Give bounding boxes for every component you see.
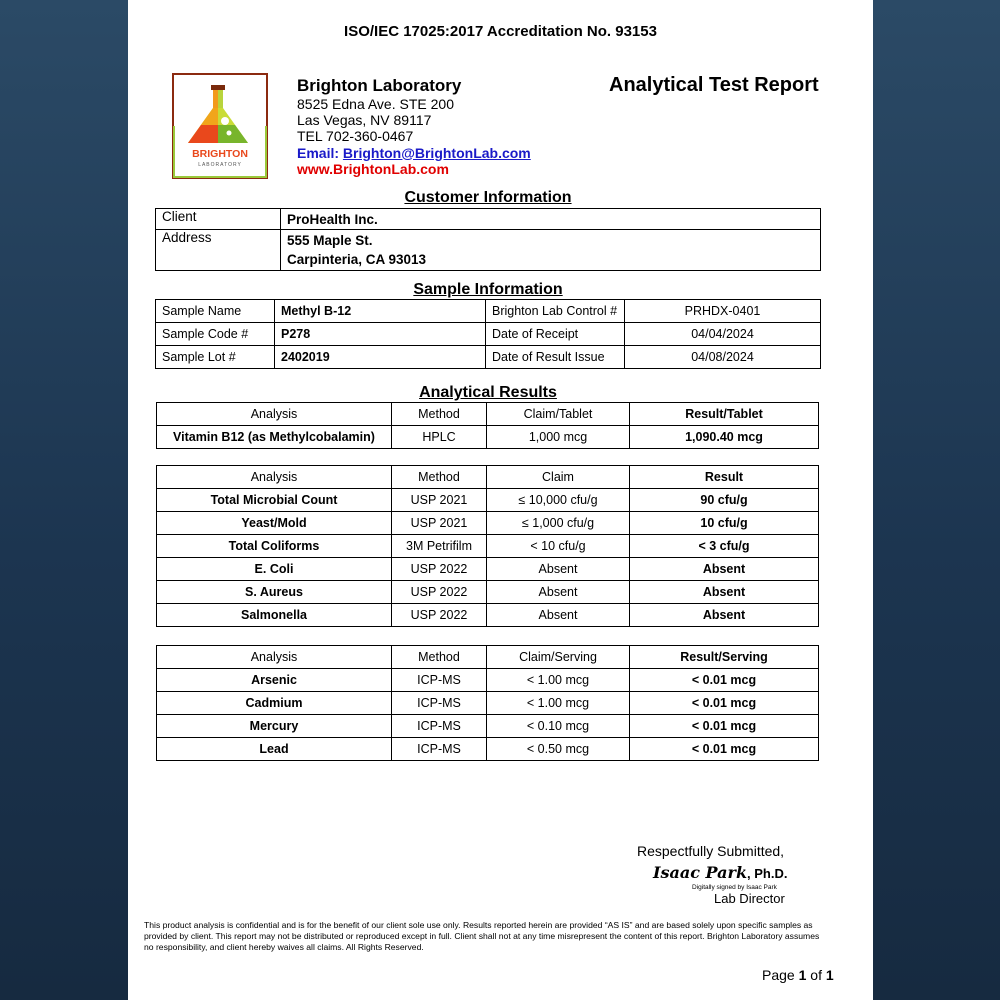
customer-info-table (155, 208, 821, 271)
cell: < 3 cfu/g (630, 535, 819, 558)
table-row (157, 715, 819, 738)
cell: P278 (275, 323, 486, 346)
signatory-line (653, 863, 787, 882)
cell: USP 2021 (392, 512, 487, 535)
analytical-results-heading: Analytical Results (419, 384, 557, 401)
microbial-results-table (156, 465, 819, 627)
table-row (156, 346, 821, 369)
table-row (156, 209, 821, 230)
signature-block (637, 843, 787, 906)
report-title: Analytical Test Report (609, 74, 819, 96)
page-total: 1 (825, 967, 834, 983)
table-row (157, 604, 819, 627)
cell: Absent (487, 604, 630, 627)
cell: Lead (157, 738, 392, 761)
cell: Total Microbial Count (157, 489, 392, 512)
column-header: Result/Tablet (630, 403, 819, 426)
email-link[interactable]: Brighton@BrightonLab.com (342, 144, 531, 161)
cell: Methyl B-12 (275, 300, 486, 323)
column-header: Claim/Serving (487, 646, 630, 669)
client-value: ProHealth Inc. (281, 209, 821, 230)
cell: < 10 cfu/g (487, 535, 630, 558)
cell: USP 2022 (392, 581, 487, 604)
cell: < 0.50 mcg (487, 738, 630, 761)
table-row (157, 426, 819, 449)
column-header: Analysis (157, 403, 392, 426)
cell: HPLC (392, 426, 487, 449)
table-row (157, 738, 819, 761)
column-header: Result/Serving (630, 646, 819, 669)
cell: Sample Name (156, 300, 275, 323)
lab-phone: TEL 702-360-0467 (297, 128, 414, 145)
column-header: Claim (487, 466, 630, 489)
page-of: of (806, 967, 826, 983)
cell: 90 cfu/g (630, 489, 819, 512)
cell: S. Aureus (157, 581, 392, 604)
handwritten-signature: Isaac Park (653, 863, 748, 882)
cell: Absent (630, 581, 819, 604)
cell: Vitamin B12 (as Methylcobalamin) (157, 426, 392, 449)
table-row (156, 230, 821, 271)
customer-info-heading: Customer Information (404, 189, 572, 206)
cell: < 0.01 mcg (630, 669, 819, 692)
submitted-text: Respectfully Submitted, (637, 843, 785, 859)
logo-subtext: LABORATORY (198, 162, 242, 168)
cell: 1,090.40 mcg (630, 426, 819, 449)
lab-name: Brighton Laboratory (297, 76, 462, 95)
cell: < 1.00 mcg (487, 692, 630, 715)
cell: Absent (630, 604, 819, 627)
cell: Absent (487, 581, 630, 604)
table-row (157, 669, 819, 692)
cell: 04/08/2024 (625, 346, 821, 369)
cell: < 1.00 mcg (487, 669, 630, 692)
lab-website-link[interactable]: www.BrightonLab.com (297, 160, 449, 177)
page-number (762, 967, 834, 983)
column-header: Result (630, 466, 819, 489)
cell: 1,000 mcg (487, 426, 630, 449)
table-row (157, 581, 819, 604)
cell: Total Coliforms (157, 535, 392, 558)
potency-results-table (156, 402, 819, 449)
address-value (281, 230, 821, 271)
cell: < 0.10 mcg (487, 715, 630, 738)
table-row (157, 692, 819, 715)
address-label: Address (156, 230, 281, 271)
table-row (156, 300, 821, 323)
lab-contact-block (297, 76, 531, 177)
cell: Arsenic (157, 669, 392, 692)
page-current: 1 (798, 967, 807, 983)
cell: ICP-MS (392, 692, 487, 715)
column-header: Claim/Tablet (487, 403, 630, 426)
cell: E. Coli (157, 558, 392, 581)
column-header: Method (392, 403, 487, 426)
table-row (157, 535, 819, 558)
cell: ICP-MS (392, 715, 487, 738)
table-header-row (157, 403, 819, 426)
cell: 2402019 (275, 346, 486, 369)
logo-wordmark: BRIGHTON (192, 148, 248, 160)
digital-signature-note: Digitally signed by Isaac Park (692, 884, 777, 891)
sample-info-heading: Sample Information (413, 281, 563, 298)
sample-info-table (155, 299, 821, 369)
brighton-logo (172, 73, 268, 179)
report-page (128, 0, 873, 1000)
client-label: Client (156, 209, 281, 230)
cell: USP 2022 (392, 558, 487, 581)
email-label: Email: (297, 144, 343, 161)
cell: ICP-MS (392, 669, 487, 692)
cell: ≤ 1,000 cfu/g (487, 512, 630, 535)
credential: , Ph.D. (747, 866, 788, 881)
signatory-role: Lab Director (714, 891, 785, 906)
cell: Mercury (157, 715, 392, 738)
accreditation-header: ISO/IEC 17025:2017 Accreditation No. 93153 (344, 23, 657, 40)
heavy-metals-results-table (156, 645, 819, 761)
table-header-row (157, 646, 819, 669)
cell: < 0.01 mcg (630, 715, 819, 738)
cell: PRHDX-0401 (625, 300, 821, 323)
cell: 10 cfu/g (630, 512, 819, 535)
column-header: Method (392, 646, 487, 669)
cell: Sample Code # (156, 323, 275, 346)
disclaimer-text: This product analysis is confidential and is for the benefit of our client sole use only. Results reported herein are provided “AS IS” and are based solely upon specific samples as provided by client. This report may not be distributed or reproduced except in full. Client shall not at any time misrepresent the content of this report. Brighton Laboratory assumes no responsibility, and client hereby waives all claims. All Rights Reserved. (144, 920, 820, 952)
table-row (157, 512, 819, 535)
address-line1: 555 Maple St. (287, 233, 373, 248)
cell: Sample Lot # (156, 346, 275, 369)
cell: Brighton Lab Control # (486, 300, 625, 323)
cell: ICP-MS (392, 738, 487, 761)
cell: < 0.01 mcg (630, 738, 819, 761)
table-row (157, 489, 819, 512)
cell: 3M Petrifilm (392, 535, 487, 558)
table-header-row (157, 466, 819, 489)
cell: Absent (487, 558, 630, 581)
cell: 04/04/2024 (625, 323, 821, 346)
cell: USP 2021 (392, 489, 487, 512)
column-header: Analysis (157, 646, 392, 669)
table-row (156, 323, 821, 346)
cell: Date of Result Issue (486, 346, 625, 369)
lab-address-line2: Las Vegas, NV 89117 (297, 112, 432, 129)
cell: USP 2022 (392, 604, 487, 627)
lab-email-line (297, 145, 531, 161)
cell: ≤ 10,000 cfu/g (487, 489, 630, 512)
cell: Cadmium (157, 692, 392, 715)
column-header: Method (392, 466, 487, 489)
lab-address-line1: 8525 Edna Ave. STE 200 (297, 96, 454, 112)
address-line2: Carpinteria, CA 93013 (287, 252, 427, 267)
cell: Date of Receipt (486, 323, 625, 346)
cell: Absent (630, 558, 819, 581)
cell: Salmonella (157, 604, 392, 627)
cell: Yeast/Mold (157, 512, 392, 535)
table-row (157, 558, 819, 581)
cell: < 0.01 mcg (630, 692, 819, 715)
column-header: Analysis (157, 466, 392, 489)
page-prefix: Page (762, 967, 799, 983)
